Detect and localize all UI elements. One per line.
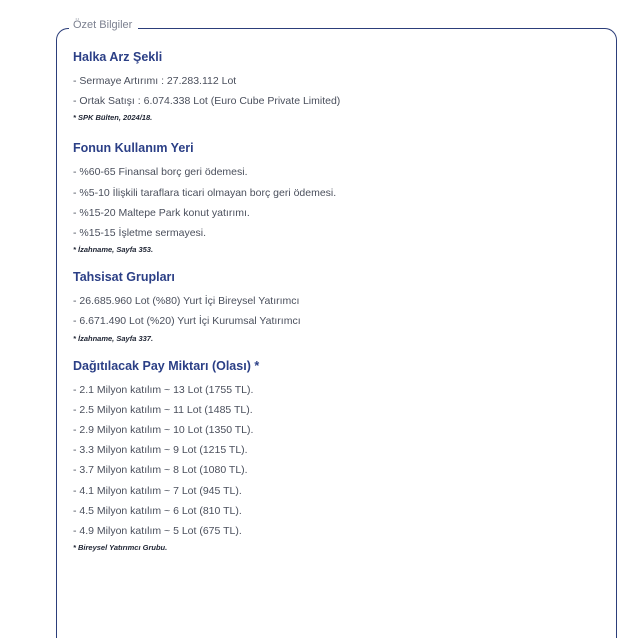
section-title: Tahsisat Grupları (73, 270, 175, 285)
list-item: - Sermaye Artırımı : 27.283.112 Lot (73, 75, 237, 87)
section-use-of-funds (73, 141, 603, 254)
source-note: * İzahname, Sayfa 353. (73, 245, 154, 255)
section-offering-method (73, 50, 603, 122)
source-note: * Bireysel Yatırımcı Grubu. (73, 543, 168, 553)
section-allocation-groups (73, 270, 603, 342)
list-item: - 2.5 Milyon katılım ~ 11 Lot (1485 TL). (73, 403, 253, 416)
summary-content (73, 50, 603, 568)
section-title: Halka Arz Şekli (73, 50, 163, 64)
list-item: - 2.1 Milyon katılım ~ 13 Lot (1755 TL). (73, 383, 254, 396)
list-item: - %15-20 Maltepe Park konut yatırımı. (73, 206, 250, 219)
section-title: Fonun Kullanım Yeri (73, 141, 194, 156)
list-item: - 4.1 Milyon katılım ~ 7 Lot (945 TL). (73, 484, 242, 497)
list-item: - %5-10 İlişkili taraflara ticari olmayan borç geri ödemesi. (73, 186, 337, 199)
list-item: - 4.9 Milyon katılım ~ 5 Lot (675 TL). (73, 525, 242, 538)
list-item: - 6.671.490 Lot (%20) Yurt İçi Kurumsal Yatırımcı (73, 315, 301, 328)
list-item: - %15-15 İşletme sermayesi. (73, 227, 207, 240)
list-item: - Ortak Satışı : 6.074.338 Lot (Euro Cube Private Limited) (73, 95, 341, 108)
list-item: - 3.3 Milyon katılım ~ 9 Lot (1215 TL). (73, 444, 248, 457)
section-title: Dağıtılacak Pay Miktarı (Olası) * (73, 358, 260, 373)
source-note: * SPK Bülten, 2024/18. (73, 113, 153, 123)
panel-legend: Özet Bilgiler (69, 19, 138, 31)
list-item: - 26.685.960 Lot (%80) Yurt İçi Bireysel Yatırımcı (73, 295, 300, 308)
section-distribution (73, 359, 603, 553)
list-item: - 3.7 Milyon katılım ~ 8 Lot (1080 TL). (73, 464, 248, 477)
source-note: * İzahname, Sayfa 337. (73, 333, 154, 343)
list-item: - %60-65 Finansal borç geri ödemesi. (73, 166, 248, 179)
list-item: - 2.9 Milyon katılım ~ 10 Lot (1350 TL). (73, 424, 254, 437)
list-item: - 4.5 Milyon katılım ~ 6 Lot (810 TL). (73, 504, 242, 517)
